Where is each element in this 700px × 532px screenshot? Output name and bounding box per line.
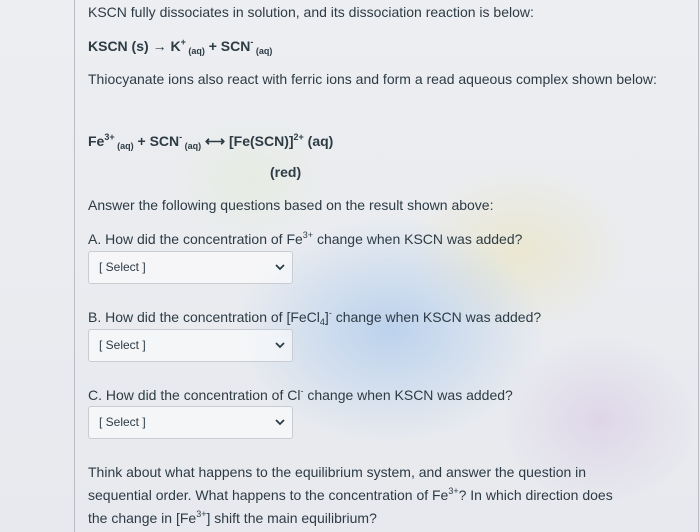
answer-b-select[interactable] [88, 329, 293, 362]
instructions-text: Answer the following questions based on the result shown above: [88, 197, 494, 213]
answer-c-value: [ Select ] [99, 415, 146, 429]
red-label: (red) [270, 164, 302, 180]
question-b: B. How did the concentration of [FeCl$_4$]- change when KSCN was added? [88, 308, 542, 327]
question-a: A. How did the concentration of $Fe^{3+}$ change when KSCN was added? [88, 230, 523, 247]
answer-a-select[interactable] [88, 251, 293, 284]
think-text: Think about what happens to the equilibrium system, and answer the question in sequential order. What happens to the concentration of $Fe^{3+}$? In which direction does the change in $[Fe^{3+}]$ shift the main equilibrium? [88, 464, 613, 526]
question-c: C. How did the concentration of Cl- change when KSCN was added? [88, 386, 513, 403]
answer-a-value: [ Select ] [99, 260, 146, 274]
chevron-down-icon [274, 416, 286, 428]
chevron-down-icon [274, 261, 286, 273]
dissociation-equation: KSCN (s) → K+ $_{(aq)}$ + SCN- $_{(aq)}$ [88, 37, 273, 56]
thiocyanate-text: Thiocyanate ions also react with ferric ions and form a read aqueous complex shown below: [88, 71, 657, 87]
answer-c-select[interactable] [88, 406, 293, 439]
complex-equation: $Fe^{3+}$ $_{(aq)}$ + SCN- $_{(aq)}$ ⟷ $[Fe(SCN)]^{2+}$ (aq) [88, 132, 334, 151]
chevron-down-icon [274, 339, 286, 351]
answer-b-value: [ Select ] [99, 338, 146, 352]
intro-text: KSCN fully dissociates in solution, and its dissociation reaction is below: [88, 4, 534, 20]
